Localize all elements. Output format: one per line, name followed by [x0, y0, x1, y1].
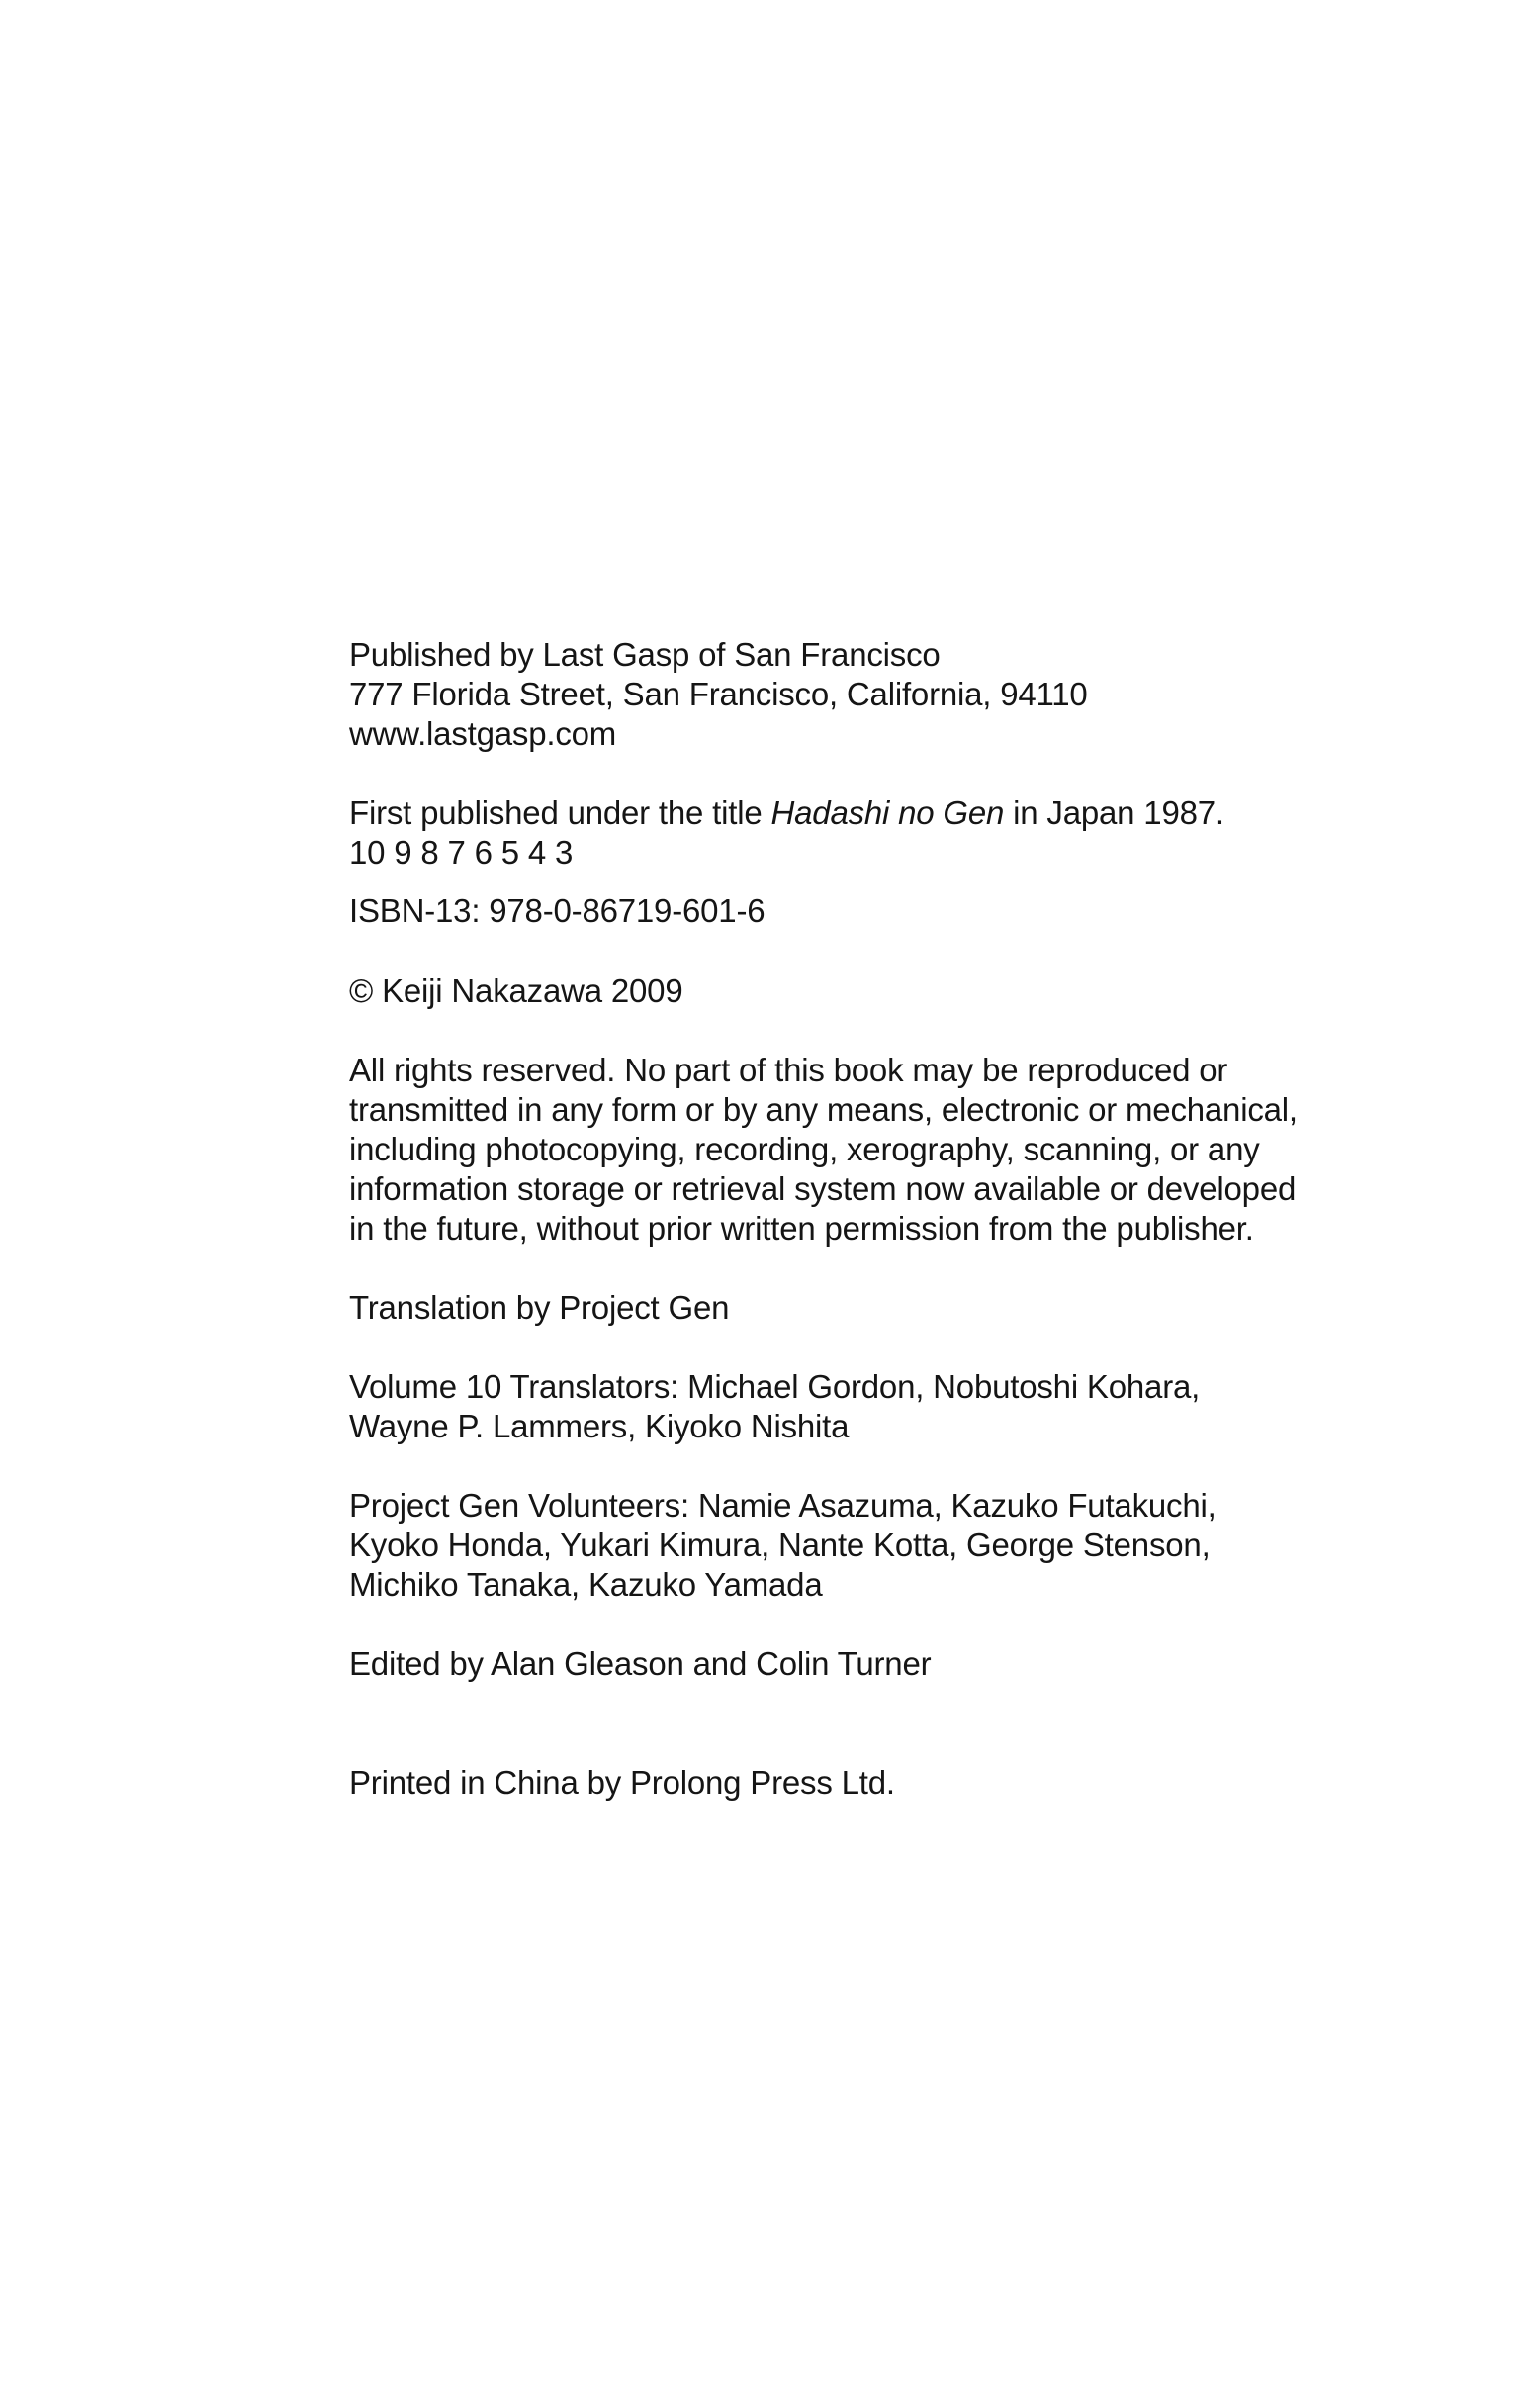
- first-published-suffix: in Japan 1987.: [1004, 794, 1224, 831]
- isbn: ISBN-13: 978-0-86719-601-6: [349, 892, 766, 929]
- rights-line: in the future, without prior written permission from the publisher.: [349, 1210, 1254, 1247]
- publisher-block: [349, 635, 1417, 754]
- translation-block: [349, 1288, 1417, 1328]
- isbn-block: [349, 891, 1417, 931]
- editors-credit: Edited by Alan Gleason and Colin Turner: [349, 1645, 932, 1682]
- publisher-address: 777 Florida Street, San Francisco, California, 94110: [349, 676, 1088, 712]
- printer-credit: Printed in China by Prolong Press Ltd.: [349, 1764, 895, 1801]
- translators-line: Volume 10 Translators: Michael Gordon, Nobutoshi Kohara,: [349, 1368, 1201, 1405]
- rights-line: transmitted in any form or by any means, electronic or mechanical,: [349, 1091, 1298, 1128]
- rights-block: [349, 1051, 1417, 1249]
- publisher-website[interactable]: www.lastgasp.com: [349, 715, 617, 752]
- editors-block: [349, 1644, 1417, 1684]
- publisher-name: Published by Last Gasp of San Francisco: [349, 636, 941, 673]
- volunteers-line: Michiko Tanaka, Kazuko Yamada: [349, 1566, 823, 1603]
- original-title: Hadashi no Gen: [770, 794, 1005, 831]
- first-published-line: [349, 793, 1417, 833]
- translators-line: Wayne P. Lammers, Kiyoko Nishita: [349, 1408, 850, 1444]
- copyright-notice: © Keiji Nakazawa 2009: [349, 972, 683, 1009]
- first-published-prefix: First published under the title: [349, 794, 771, 831]
- rights-line: All rights reserved. No part of this book may be reproduced or: [349, 1052, 1228, 1088]
- printer-block: [349, 1763, 1417, 1803]
- copyright-block: [349, 972, 1417, 1011]
- rights-line: information storage or retrieval system now available or developed: [349, 1170, 1297, 1207]
- volunteers-line: Project Gen Volunteers: Namie Asazuma, Kazuko Futakuchi,: [349, 1487, 1217, 1524]
- translators-block: [349, 1367, 1417, 1446]
- volunteers-block: [349, 1486, 1417, 1605]
- first-published-block: [349, 793, 1417, 873]
- rights-line: including photocopying, recording, xerography, scanning, or any: [349, 1131, 1260, 1167]
- volunteers-line: Kyoko Honda, Yukari Kimura, Nante Kotta, George Stenson,: [349, 1527, 1211, 1563]
- printing-numbers: 10 9 8 7 6 5 4 3: [349, 834, 574, 871]
- translation-credit: Translation by Project Gen: [349, 1289, 730, 1326]
